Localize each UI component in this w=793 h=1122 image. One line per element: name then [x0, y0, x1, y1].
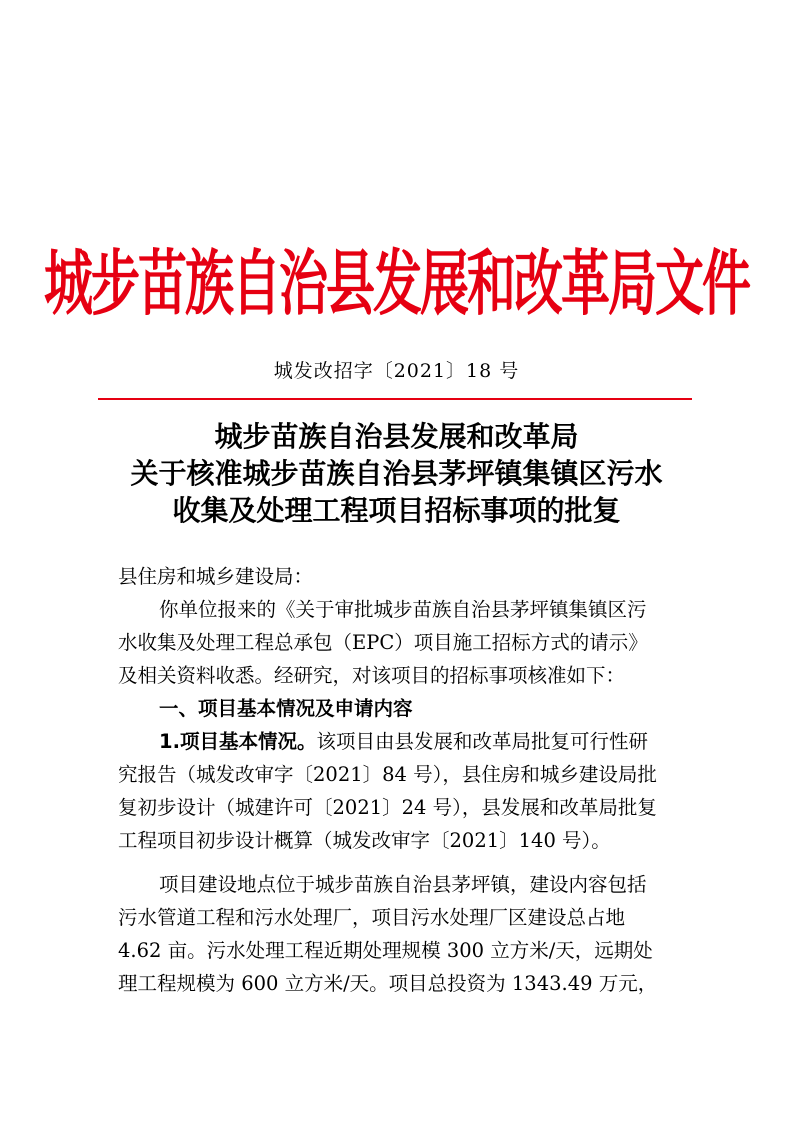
intro-line-2: 水收集及处理工程总承包（EPC）项目施工招标方式的请示》 [118, 631, 648, 654]
intro-line-3: 及相关资料收悉。经研究，对该项目的招标事项核准如下： [118, 664, 626, 687]
para2-line-4: 理工程规模为 600 立方米/天。项目总投资为 1343.49 万元， [118, 972, 658, 995]
item1-text: 该项目由县发展和改革局批复可行性研 [316, 730, 648, 753]
para2-line-1: 项目建设地点位于城步苗族自治县茅坪镇，建设内容包括 [159, 873, 647, 896]
issuer-title: 城步苗族自治县发展和改革局文件 [43, 242, 749, 326]
item1-line-4: 工程项目初步设计概算（城发改审字〔2021〕140 号）。 [118, 829, 611, 852]
item1-line-1 [118, 725, 680, 758]
para2-line-3: 4.62 亩。污水处理工程近期处理规模 300 立方米/天，远期处 [118, 939, 653, 962]
title-line-3: 收集及处理工程项目招标事项的批复 [172, 494, 621, 527]
title-line-1: 城步苗族自治县发展和改革局 [214, 420, 579, 453]
item1-line-2: 究报告（城发改审字〔2021〕84 号），县住房和城乡建设局批 [118, 763, 657, 786]
item1-line-3: 复初步设计（城建许可〔2021〕24 号），县发展和改革局批复 [118, 796, 657, 819]
para2-line-2: 污水管道工程和污水处理厂，项目污水处理厂区建设总占地 [118, 906, 626, 929]
document-number: 城发改招字〔2021〕18 号 [273, 360, 520, 382]
addressee: 县住房和城乡建设局： [118, 565, 314, 588]
document-body [118, 560, 680, 1000]
section-heading: 一、项目基本情况及申请内容 [159, 697, 413, 720]
item1-label: 1.项目基本情况。 [159, 730, 317, 753]
intro-line-1: 你单位报来的《关于审批城步苗族自治县茅坪镇集镇区污 [159, 598, 647, 621]
document-title [0, 418, 793, 529]
title-line-2: 关于核准城步苗族自治县茅坪镇集镇区污水 [130, 457, 663, 490]
red-divider-line [98, 398, 692, 400]
